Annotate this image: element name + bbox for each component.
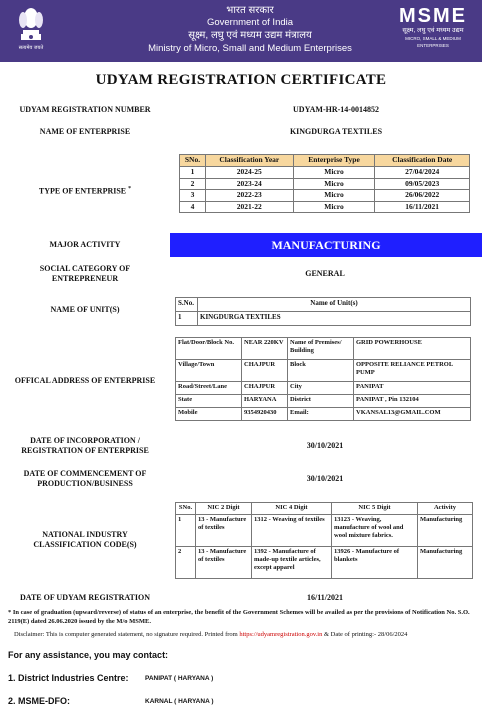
- cell: Name of Premises/ Building: [288, 338, 354, 360]
- cell: OPPOSITE RELIANCE PETROL PUMP: [354, 360, 471, 382]
- incorporation-label-line1: DATE OF INCORPORATION /: [30, 436, 140, 445]
- print-date: & Date of printing:- 28/06/2024: [322, 631, 408, 638]
- cell: Micro: [293, 178, 375, 190]
- table-header-row: [180, 155, 470, 167]
- disclaimer: [14, 630, 478, 639]
- government-heading: [100, 4, 400, 55]
- msme-dfo-value: KARNAL ( HARYANA ): [145, 698, 214, 705]
- cell: Micro: [293, 167, 375, 179]
- cell: 1: [176, 515, 196, 547]
- address-label: OFFICAL ADDRESS OF ENTERPRISE: [14, 376, 156, 385]
- udyam-date-value: 16/11/2021: [306, 593, 343, 602]
- cell: Manufacturing: [418, 515, 473, 547]
- commencement-date-value: 30/10/2021: [306, 474, 344, 483]
- nic-label-line1: NATIONAL INDUSTRY: [42, 530, 128, 539]
- certificate-title: UDYAM REGISTRATION CERTIFICATE: [95, 72, 387, 88]
- cell: 2024-25: [205, 167, 293, 179]
- incorporation-label-line2: REGISTRATION OF ENTERPRISE: [21, 446, 149, 455]
- cell: 2: [180, 178, 206, 190]
- table-header-row: [176, 298, 471, 312]
- table-row: [176, 515, 473, 547]
- unit-names-label: NAME OF UNIT(S): [50, 305, 120, 314]
- registration-number-value: UDYAM-HR-14-0014852: [293, 105, 379, 114]
- cell: 27/04/2024: [375, 167, 470, 179]
- cell: 3: [180, 190, 206, 202]
- dic-value: PANIPAT ( HARYANA ): [145, 675, 214, 682]
- col-nic5: NIC 5 Digit: [332, 503, 418, 515]
- cell: 13 - Manufacture of textiles: [196, 515, 252, 547]
- unit-names-table: [175, 297, 471, 326]
- cell: 13123 - Weaving, manufacture of wool and wool mixture fabrics.: [332, 515, 418, 547]
- cell: 1: [176, 312, 198, 326]
- gov-hindi: भारत सरकार: [226, 5, 274, 16]
- address-table: [175, 337, 471, 421]
- cell: 4: [180, 201, 206, 213]
- cell: NEAR 220KV: [242, 338, 288, 360]
- cell: PANIPAT , Pin 132104: [354, 395, 471, 408]
- nic-label-line2: CLASSIFICATION CODE(S): [33, 540, 137, 549]
- msme-logo-text: MSME: [399, 5, 467, 27]
- enterprise-type-label: [0, 184, 170, 197]
- major-activity-label: MAJOR ACTIVITY: [49, 240, 121, 249]
- table-row: [176, 547, 473, 579]
- col-classification-year: Classification Year: [205, 155, 293, 167]
- incorporation-date-label: [0, 436, 170, 456]
- table-row: [176, 382, 471, 395]
- cell: City: [288, 382, 354, 395]
- col-activity: Activity: [418, 503, 473, 515]
- cell: 2023-24: [205, 178, 293, 190]
- social-category-label-line1: SOCIAL CATEGORY OF: [39, 264, 131, 273]
- nic-codes-label: [0, 530, 170, 550]
- graduation-note: * In case of graduation (upward/reverse) of status of an enterprise, the benefit of the Government Schemes will be availed as per the provisions of Notification No. S.O. 2119(E) dated 26.06.2020 issued by the M/o MSME.: [8, 609, 470, 625]
- cell: 1392 - Manufacture of made-up textile articles, except apparel: [252, 547, 332, 579]
- msme-logo-hindi: सूक्ष्म, लघु एवं मध्यम उद्यम: [402, 27, 464, 34]
- table-row: [180, 201, 470, 213]
- enterprise-type-label-text: TYPE OF ENTERPRISE: [38, 186, 127, 196]
- col-classification-date: Classification Date: [375, 155, 470, 167]
- cell: CHAJPUR: [242, 382, 288, 395]
- table-row: [176, 408, 471, 421]
- cell: Mobile: [176, 408, 242, 421]
- table-row: [176, 395, 471, 408]
- commencement-label-line2: PRODUCTION/BUSINESS: [37, 479, 133, 488]
- cell: HARYANA: [242, 395, 288, 408]
- cell: Micro: [293, 201, 375, 213]
- cell: CHAJPUR: [242, 360, 288, 382]
- dic-label: 1. District Industries Centre:: [8, 673, 129, 683]
- nic-codes-table: [175, 502, 473, 579]
- major-activity-value: MANUFACTURING: [170, 233, 482, 257]
- commencement-date-label: [0, 469, 170, 489]
- col-unit-name: Name of Unit(s): [198, 298, 471, 312]
- enterprise-name-label: NAME OF ENTERPRISE: [39, 127, 131, 136]
- cell: GRID POWERHOUSE: [354, 338, 471, 360]
- udyam-date-label: DATE OF UDYAM REGISTRATION: [19, 593, 150, 602]
- cell: Flat/Door/Block No.: [176, 338, 242, 360]
- col-sno: SNo.: [176, 503, 196, 515]
- social-category-label-line2: ENTREPRENEUR: [51, 274, 119, 283]
- enterprise-name-value: KINGDURGA TEXTILES: [289, 127, 383, 136]
- cell: 1312 - Weaving of textiles: [252, 515, 332, 547]
- cell: KINGDURGA TEXTILES: [198, 312, 471, 326]
- mobile-number: 9354920430: [242, 408, 288, 421]
- cell: Road/Street/Lane: [176, 382, 242, 395]
- table-row: [176, 312, 471, 326]
- social-category-value: GENERAL: [305, 269, 345, 278]
- table-header-row: [176, 503, 473, 515]
- udyam-portal-link[interactable]: https://udyamregistration.gov.in: [239, 631, 323, 638]
- cell: 09/05/2023: [375, 178, 470, 190]
- cell: Manufacturing: [418, 547, 473, 579]
- gov-english: Government of India: [206, 17, 294, 28]
- table-row: [176, 338, 471, 360]
- table-row: [180, 167, 470, 179]
- cell: 1: [180, 167, 206, 179]
- col-enterprise-type: Enterprise Type: [293, 155, 375, 167]
- incorporation-date-value: 30/10/2021: [306, 441, 344, 450]
- cell: District: [288, 395, 354, 408]
- table-row: [180, 178, 470, 190]
- cell: 26/06/2022: [375, 190, 470, 202]
- col-sno: SNo.: [180, 155, 206, 167]
- ministry-english: Ministry of Micro, Small and Medium Enterprises: [148, 43, 352, 54]
- enterprise-type-table: [179, 154, 470, 213]
- assistance-heading: For any assistance, you may contact:: [8, 650, 169, 660]
- cell: 13 - Manufacture of textiles: [196, 547, 252, 579]
- commencement-label-line1: DATE OF COMMENCEMENT OF: [23, 469, 147, 478]
- social-category-label: [0, 264, 170, 284]
- ministry-hindi: सूक्ष्म, लघु एवं मध्यम उद्यम मंत्रालय: [188, 30, 312, 41]
- cell: 2: [176, 547, 196, 579]
- cell: 2022-23: [205, 190, 293, 202]
- col-nic2: NIC 2 Digit: [196, 503, 252, 515]
- cell: 16/11/2021: [375, 201, 470, 213]
- national-emblem-icon: [14, 4, 48, 58]
- col-nic4: NIC 4 Digit: [252, 503, 332, 515]
- cell: State: [176, 395, 242, 408]
- cell: PANIPAT: [354, 382, 471, 395]
- msme-logo: [392, 6, 474, 52]
- cell: 2021-22: [205, 201, 293, 213]
- cell: Micro: [293, 190, 375, 202]
- registration-number-label: UDYAM REGISTRATION NUMBER: [19, 105, 151, 114]
- email-address: VKANSAL13@GMAIL.COM: [354, 408, 471, 421]
- cell: Email:: [288, 408, 354, 421]
- cell: Village/Town: [176, 360, 242, 382]
- cell: 13926 - Manufacture of blankets: [332, 547, 418, 579]
- table-row: [176, 360, 471, 382]
- header-banner: [0, 0, 482, 62]
- msme-dfo-label: 2. MSME-DFO:: [8, 696, 70, 706]
- cell: Block: [288, 360, 354, 382]
- msme-logo-english: MICRO, SMALL & MEDIUM ENTERPRISES: [405, 36, 461, 48]
- table-row: [180, 190, 470, 202]
- enterprise-type-marker: *: [128, 186, 132, 192]
- emblem-motto: सत्यमेव जयते: [18, 45, 44, 51]
- disclaimer-text: Disclaimer: This is computer generated statement, no signature required. Printed from: [14, 631, 240, 638]
- col-sno: S.No.: [176, 298, 198, 312]
